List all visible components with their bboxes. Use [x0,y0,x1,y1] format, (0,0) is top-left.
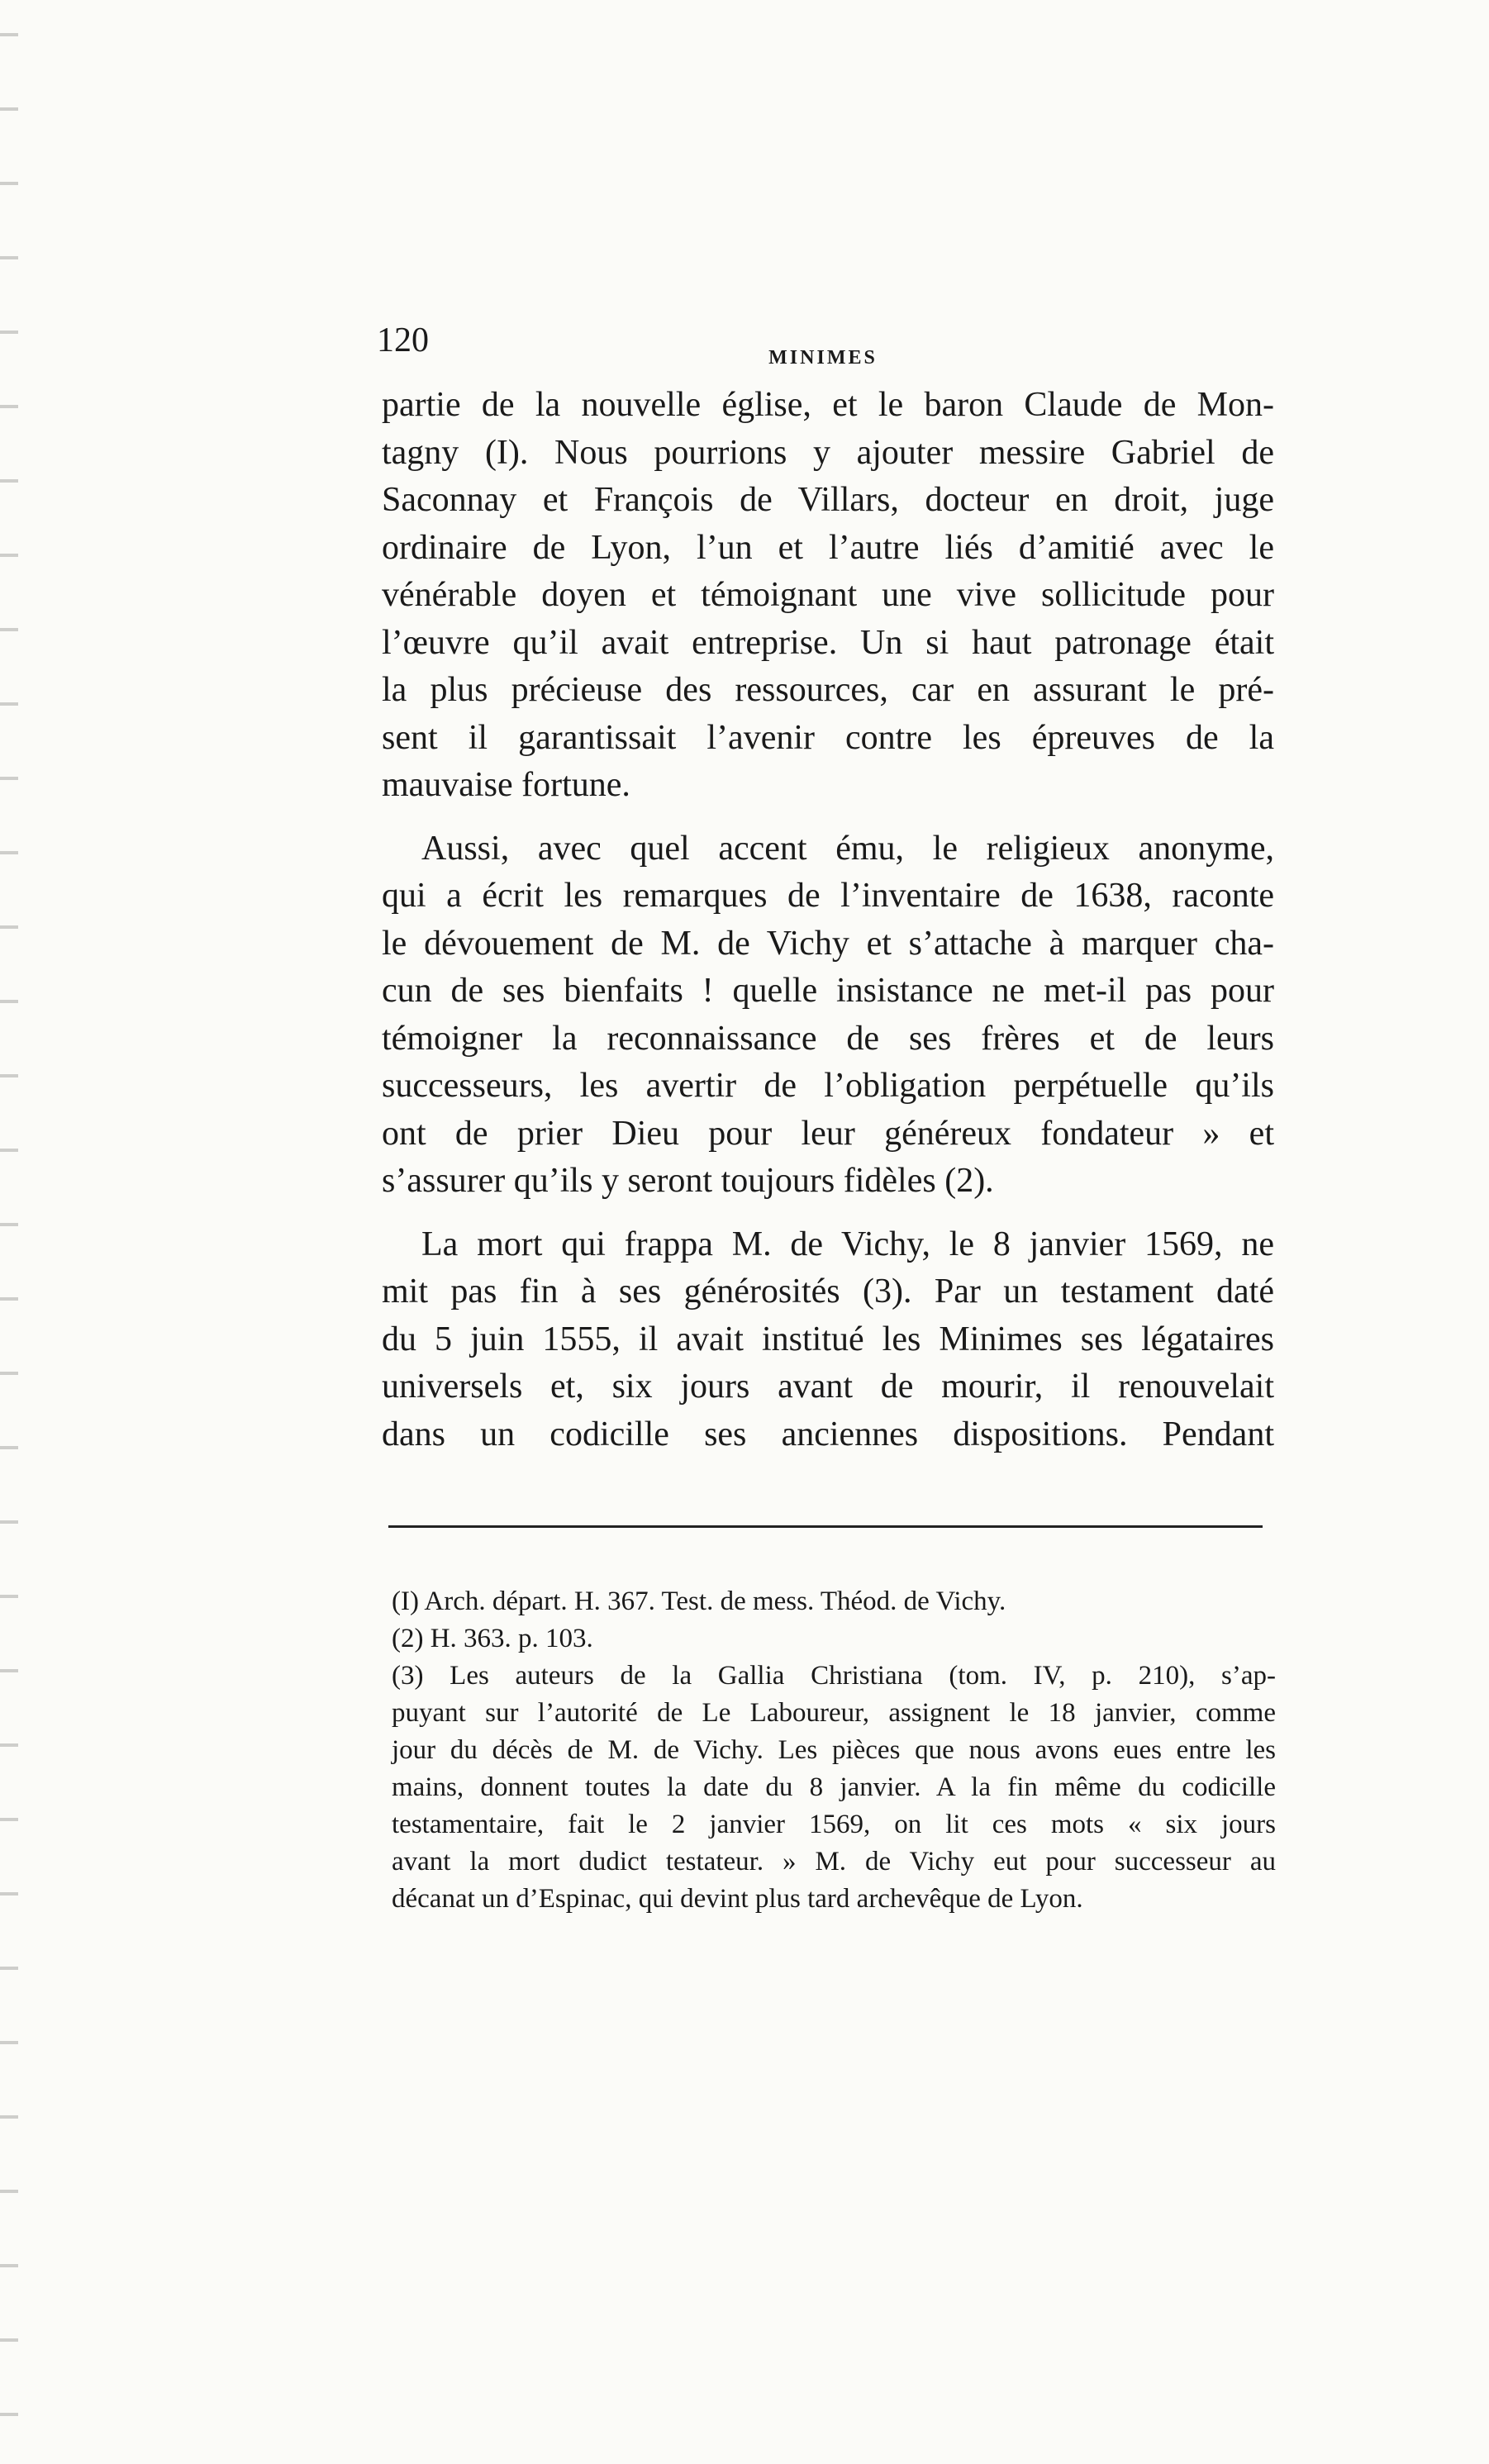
text-line: vénérable doyen et témoignant une vive sollicitude pour [382,576,1274,614]
text-line: tagny (I). Nous pourrions y ajouter messire Gabriel de [382,433,1274,472]
text-line: Saconnay et François de Villars, docteur en droit, juge [382,481,1274,519]
page-number: 120 [377,321,429,359]
footnote-3-line: jour du décès de M. de Vichy. Les pièces que nous avons eues entre les [392,1735,1276,1765]
text-line: sent il garantissait l’avenir contre les épreuves de la [382,718,1274,757]
footnotes [392,1583,1276,1918]
scan-edge-noise [0,0,18,2464]
paragraph [382,1221,1274,1459]
text-line: du 5 juin 1555, il avait institué les Minimes ses légataires [382,1320,1274,1358]
running-head: MINIMES [768,347,878,369]
text-line: dans un codicille ses anciennes dispositions. Pendant [382,1415,1274,1453]
main-text [382,382,1274,1474]
text-line: cun de ses bienfaits ! quelle insistance ne met-il pas pour [382,972,1274,1010]
text-line: qui a écrit les remarques de l’inventaire de 1638, raconte [382,877,1274,915]
text-line: universels et, six jours avant de mourir, il renouvelait [382,1368,1274,1406]
text-line: l’œuvre qu’il avait entreprise. Un si haut patronage était [382,623,1274,662]
text-line: Aussi, avec quel accent ému, le religieux anonyme, [421,829,1274,868]
text-line: s’assurer qu’ils y seront toujours fidèles (2). [382,1162,994,1200]
text-line: successeurs, les avertir de l’obligation perpétuelle qu’ils [382,1067,1274,1105]
text-line: mauvaise fortune. [382,766,630,804]
footnote-1: (I) Arch. départ. H. 367. Test. de mess. Théod. de Vichy. [392,1586,1006,1616]
text-line: partie de la nouvelle église, et le baron Claude de Mon- [382,386,1274,424]
text-line: ont de prier Dieu pour leur généreux fondateur » et [382,1114,1274,1153]
page-header [377,321,1269,370]
paragraph [382,825,1274,1206]
text-line: ordinaire de Lyon, l’un et l’autre liés d’amitié avec le [382,528,1274,567]
footnote-3-line: mains, donnent toutes la date du 8 janvier. A la fin même du codicille [392,1772,1276,1802]
text-line: mit pas fin à ses générosités (3). Par un testament daté [382,1272,1274,1310]
paragraph [382,382,1274,810]
text-line: le dévouement de M. de Vichy et s’attache à marquer cha- [382,924,1274,963]
text-line: la plus précieuse des ressources, car en assurant le pré- [382,671,1274,709]
footnote-3-line: testamentaire, fait le 2 janvier 1569, on lit ces mots « six jours [392,1810,1276,1839]
text-line: témoigner la reconnaissance de ses frères et de leurs [382,1019,1274,1058]
footnote-3-line: avant la mort dudict testateur. » M. de Vichy eut pour successeur au [392,1847,1276,1877]
footnote-3-line: décanat un d’Espinac, qui devint plus tard archevêque de Lyon. [392,1884,1083,1914]
footnote-2: (2) H. 363. p. 103. [392,1624,593,1653]
footnote-3-line: (3) Les auteurs de la Gallia Christiana (tom. IV, p. 210), s’ap- [392,1661,1276,1691]
footnote-separator [388,1525,1263,1528]
text-line: La mort qui frappa M. de Vichy, le 8 janvier 1569, ne [421,1225,1274,1263]
footnote-3-line: puyant sur l’autorité de Le Laboureur, assignent le 18 janvier, comme [392,1698,1276,1728]
